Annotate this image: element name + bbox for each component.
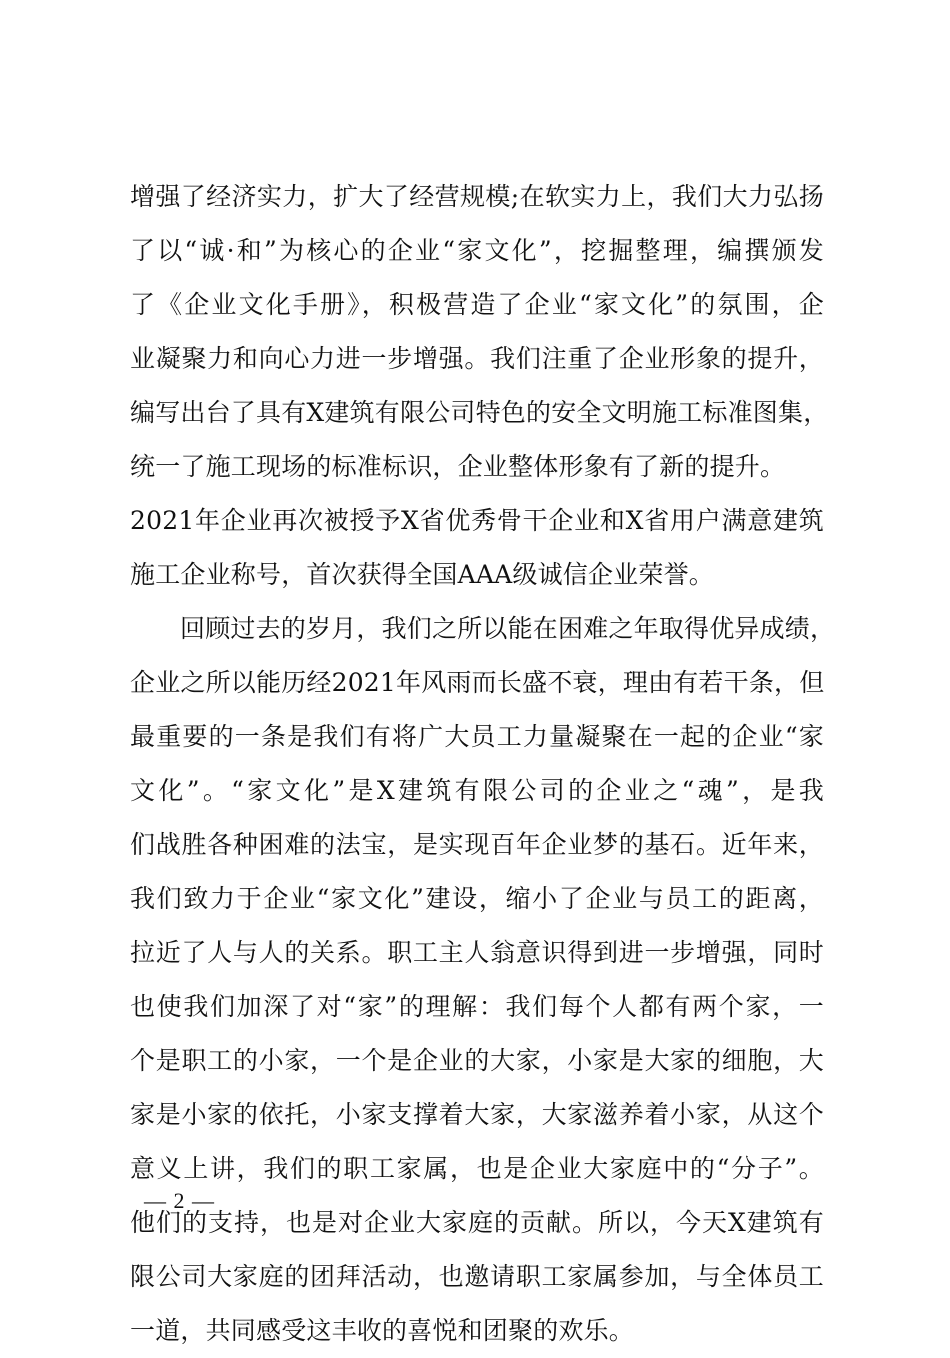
- text-line: 最重要的一条是我们有将广大员工力量凝聚在一起的企业“家: [130, 722, 824, 751]
- text-line: 业凝聚力和向心力进一步增强。我们注重了企业形象的提升，: [130, 344, 824, 373]
- text-line: 限公司大家庭的团拜活动，也邀请职工家属参加，与全体员工: [130, 1262, 824, 1291]
- text-line: 2021年企业再次被授予X省优秀骨干企业和X省用户满意建筑: [130, 506, 824, 535]
- paragraph-1: [130, 170, 829, 602]
- text-line: 增强了经济实力，扩大了经营规模;在软实力上，我们大力弘扬: [130, 182, 824, 211]
- text-line: 拉近了人与人的关系。职工主人翁意识得到进一步增强，同时: [130, 938, 824, 967]
- paragraph-2: [130, 602, 836, 1358]
- text-line: 回顾过去的岁月，我们之所以能在困难之年取得优异成绩，: [180, 614, 836, 643]
- text-line: 意义上讲，我们的职工家属，也是企业大家庭中的“分子”。: [130, 1154, 824, 1183]
- text-line: 也使我们加深了对“家”的理解：我们每个人都有两个家，一: [130, 992, 824, 1021]
- text-line: 他们的支持，也是对企业大家庭的贡献。所以，今天X建筑有: [130, 1208, 824, 1237]
- text-line: 家是小家的依托，小家支撑着大家，大家滋养着小家，从这个: [130, 1100, 824, 1129]
- text-line: 个是职工的小家，一个是企业的大家，小家是大家的细胞，大: [130, 1046, 824, 1075]
- text-line: 们战胜各种困难的法宝，是实现百年企业梦的基石。近年来，: [130, 830, 824, 859]
- text-line: 一道，共同感受这丰收的喜悦和团聚的欢乐。: [130, 1316, 635, 1345]
- document-body: [130, 170, 836, 1358]
- text-line: 了以“诚·和”为核心的企业“家文化”，挖掘整理，编撰颁发: [130, 236, 824, 265]
- text-line: 编写出台了具有X建筑有限公司特色的安全文明施工标准图集，: [130, 398, 829, 427]
- text-line: 企业之所以能历经2021年风雨而长盛不衰，理由有若干条，但: [130, 668, 825, 697]
- text-line: 我们致力于企业“家文化”建设，缩小了企业与员工的距离，: [130, 884, 824, 913]
- text-line: 施工企业称号，首次获得全国AAA级诚信企业荣誉。: [130, 560, 714, 589]
- text-line: 了《企业文化手册》，积极营造了企业“家文化”的氛围，企: [130, 290, 824, 319]
- text-line: 统一了施工现场的标准标识，企业整体形象有了新的提升。: [130, 452, 786, 481]
- text-line: 文化”。“家文化”是X建筑有限公司的企业之“魂”，是我: [130, 776, 824, 805]
- page-number: — 2 —: [144, 1188, 215, 1213]
